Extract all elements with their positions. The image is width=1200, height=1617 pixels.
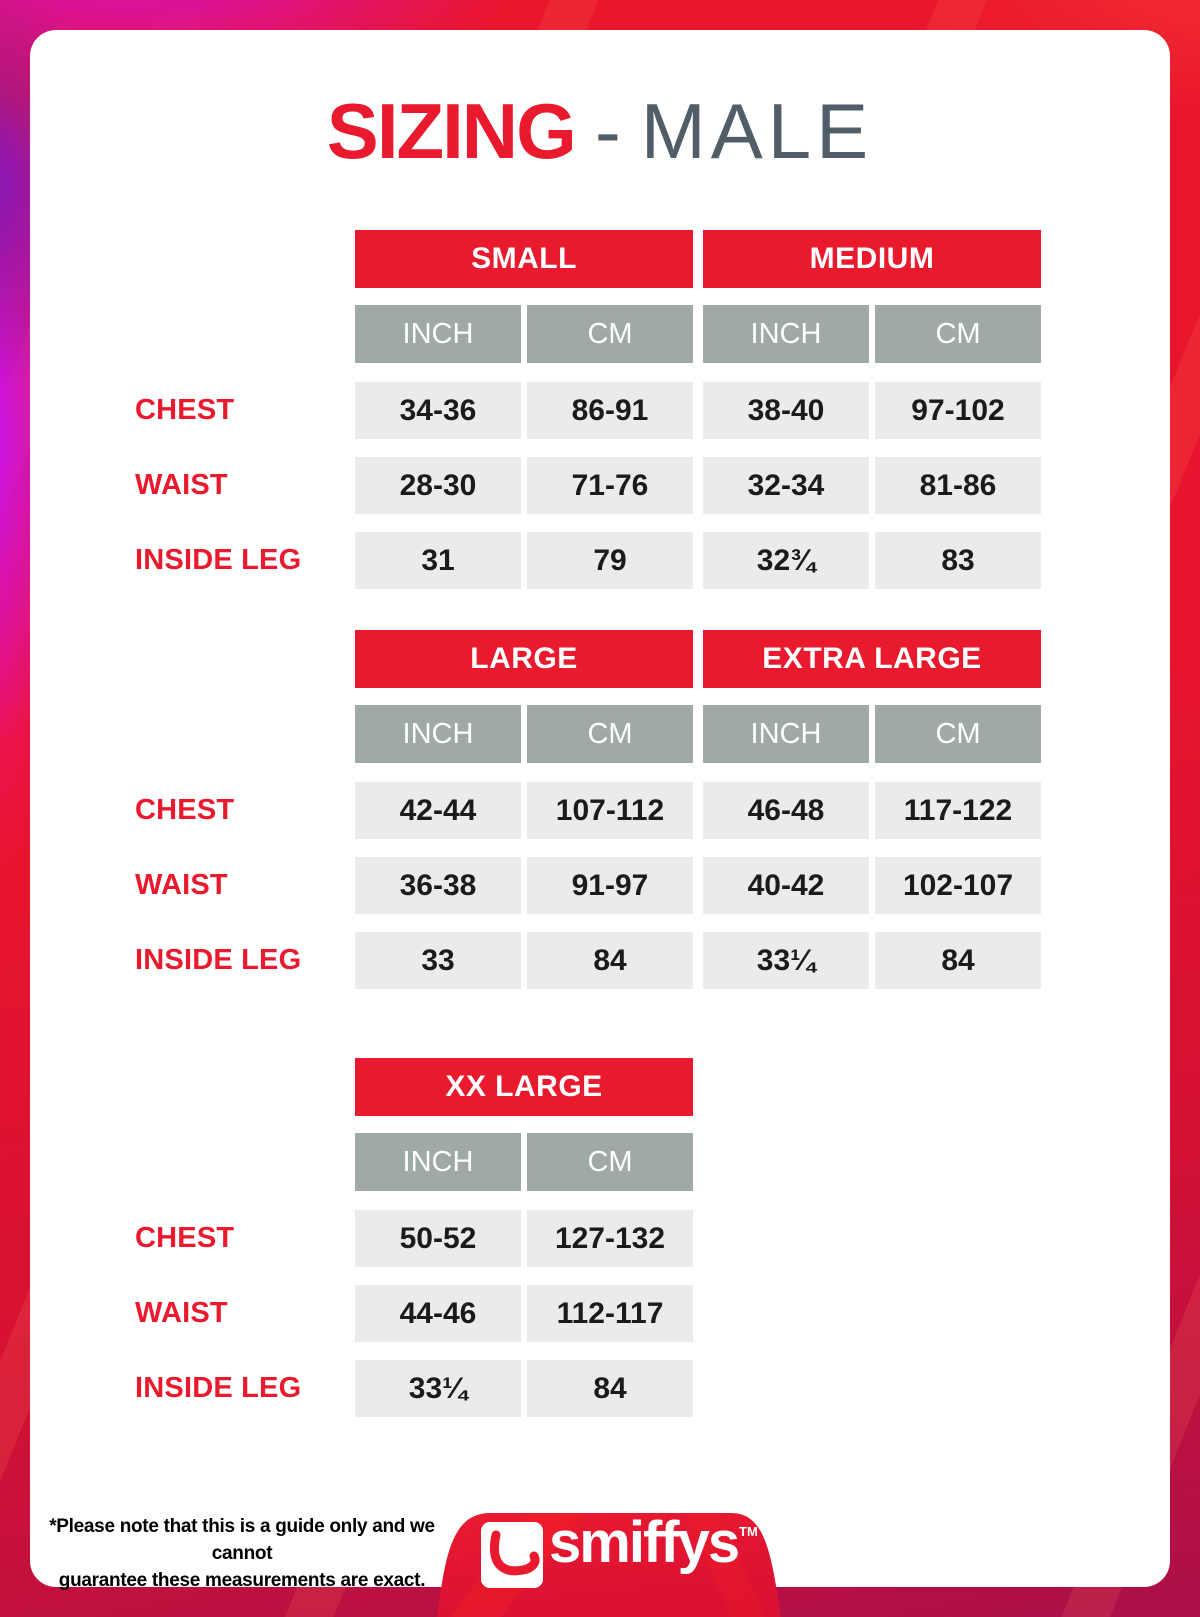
smiffys-logo-tab xyxy=(435,1500,785,1617)
size-value-medium-waist-cm: 81-86 xyxy=(875,457,1041,514)
size-value-large-waist-cm: 91-97 xyxy=(527,857,693,914)
unit-header-inch: INCH xyxy=(703,305,869,363)
unit-header-inch: INCH xyxy=(355,705,521,763)
size-value-large-inside-leg-cm: 84 xyxy=(527,932,693,989)
unit-header-cm: CM xyxy=(875,705,1041,763)
size-group-medium: MEDIUM xyxy=(703,230,1041,288)
smiffys-smile-icon xyxy=(481,1522,543,1588)
size-table-small-medium xyxy=(135,230,1041,589)
footer-note-line-1: *Please note that this is a guide only and we cannot xyxy=(49,1516,435,1564)
size-value-medium-chest-inch: 38-40 xyxy=(703,382,869,439)
row-label-waist: WAIST xyxy=(135,869,228,901)
size-value-small-waist-cm: 71-76 xyxy=(527,457,693,514)
size-value-xx-large-chest-inch: 50-52 xyxy=(355,1210,521,1267)
size-value-extra-large-inside-leg-cm: 84 xyxy=(875,932,1041,989)
footer-note xyxy=(42,1514,442,1595)
size-value-large-inside-leg-inch: 33 xyxy=(355,932,521,989)
size-value-small-inside-leg-inch: 31 xyxy=(355,532,521,589)
size-value-large-chest-inch: 42-44 xyxy=(355,782,521,839)
unit-header-cm: CM xyxy=(527,305,693,363)
size-value-xx-large-inside-leg-cm: 84 xyxy=(527,1360,693,1417)
size-value-small-waist-inch: 28-30 xyxy=(355,457,521,514)
size-table-large-extra-large xyxy=(135,630,1041,989)
size-group-xx-large: XX LARGE xyxy=(355,1058,693,1116)
row-label-waist: WAIST xyxy=(135,1297,228,1329)
row-label-chest: CHEST xyxy=(135,394,235,426)
size-value-medium-waist-inch: 32-34 xyxy=(703,457,869,514)
size-table-xx-large xyxy=(135,1058,693,1417)
row-label-chest: CHEST xyxy=(135,794,235,826)
smile-glyph xyxy=(481,1522,543,1588)
row-label-inside-leg: INSIDE LEG xyxy=(135,944,302,976)
size-value-xx-large-waist-cm: 112-117 xyxy=(527,1285,693,1342)
size-value-small-inside-leg-cm: 79 xyxy=(527,532,693,589)
size-value-extra-large-waist-cm: 102-107 xyxy=(875,857,1041,914)
size-value-medium-chest-cm: 97-102 xyxy=(875,382,1041,439)
row-label-inside-leg: INSIDE LEG xyxy=(135,544,302,576)
footer-note-line-2: guarantee these measurements are exact. xyxy=(58,1569,426,1591)
size-value-small-chest-cm: 86-91 xyxy=(527,382,693,439)
size-group-extra-large: EXTRA LARGE xyxy=(703,630,1041,688)
size-value-xx-large-chest-cm: 127-132 xyxy=(527,1210,693,1267)
size-group-small: SMALL xyxy=(355,230,693,288)
unit-header-inch: INCH xyxy=(355,1133,521,1191)
size-value-xx-large-waist-inch: 44-46 xyxy=(355,1285,521,1342)
size-value-large-chest-cm: 107-112 xyxy=(527,782,693,839)
unit-header-cm: CM xyxy=(527,705,693,763)
size-group-large: LARGE xyxy=(355,630,693,688)
title-male: MALE xyxy=(640,87,874,175)
size-value-xx-large-inside-leg-inch: 33¼ xyxy=(355,1360,521,1417)
row-label-chest: CHEST xyxy=(135,1222,235,1254)
size-value-extra-large-chest-inch: 46-48 xyxy=(703,782,869,839)
page-title xyxy=(0,87,1200,175)
title-separator: - xyxy=(594,87,621,175)
size-value-medium-inside-leg-cm: 83 xyxy=(875,532,1041,589)
row-label-waist: WAIST xyxy=(135,469,228,501)
smiffys-wordmark: smiffys xyxy=(549,1510,739,1575)
size-value-extra-large-chest-cm: 117-122 xyxy=(875,782,1041,839)
size-value-small-chest-inch: 34-36 xyxy=(355,382,521,439)
title-sizing: SIZING xyxy=(326,87,575,175)
trademark-symbol: TM xyxy=(739,1524,758,1539)
size-value-extra-large-inside-leg-inch: 33¼ xyxy=(703,932,869,989)
unit-header-inch: INCH xyxy=(703,705,869,763)
size-value-medium-inside-leg-inch: 32¾ xyxy=(703,532,869,589)
size-value-large-waist-inch: 36-38 xyxy=(355,857,521,914)
unit-header-inch: INCH xyxy=(355,305,521,363)
unit-header-cm: CM xyxy=(875,305,1041,363)
size-value-extra-large-waist-inch: 40-42 xyxy=(703,857,869,914)
row-label-inside-leg: INSIDE LEG xyxy=(135,1372,302,1404)
unit-header-cm: CM xyxy=(527,1133,693,1191)
